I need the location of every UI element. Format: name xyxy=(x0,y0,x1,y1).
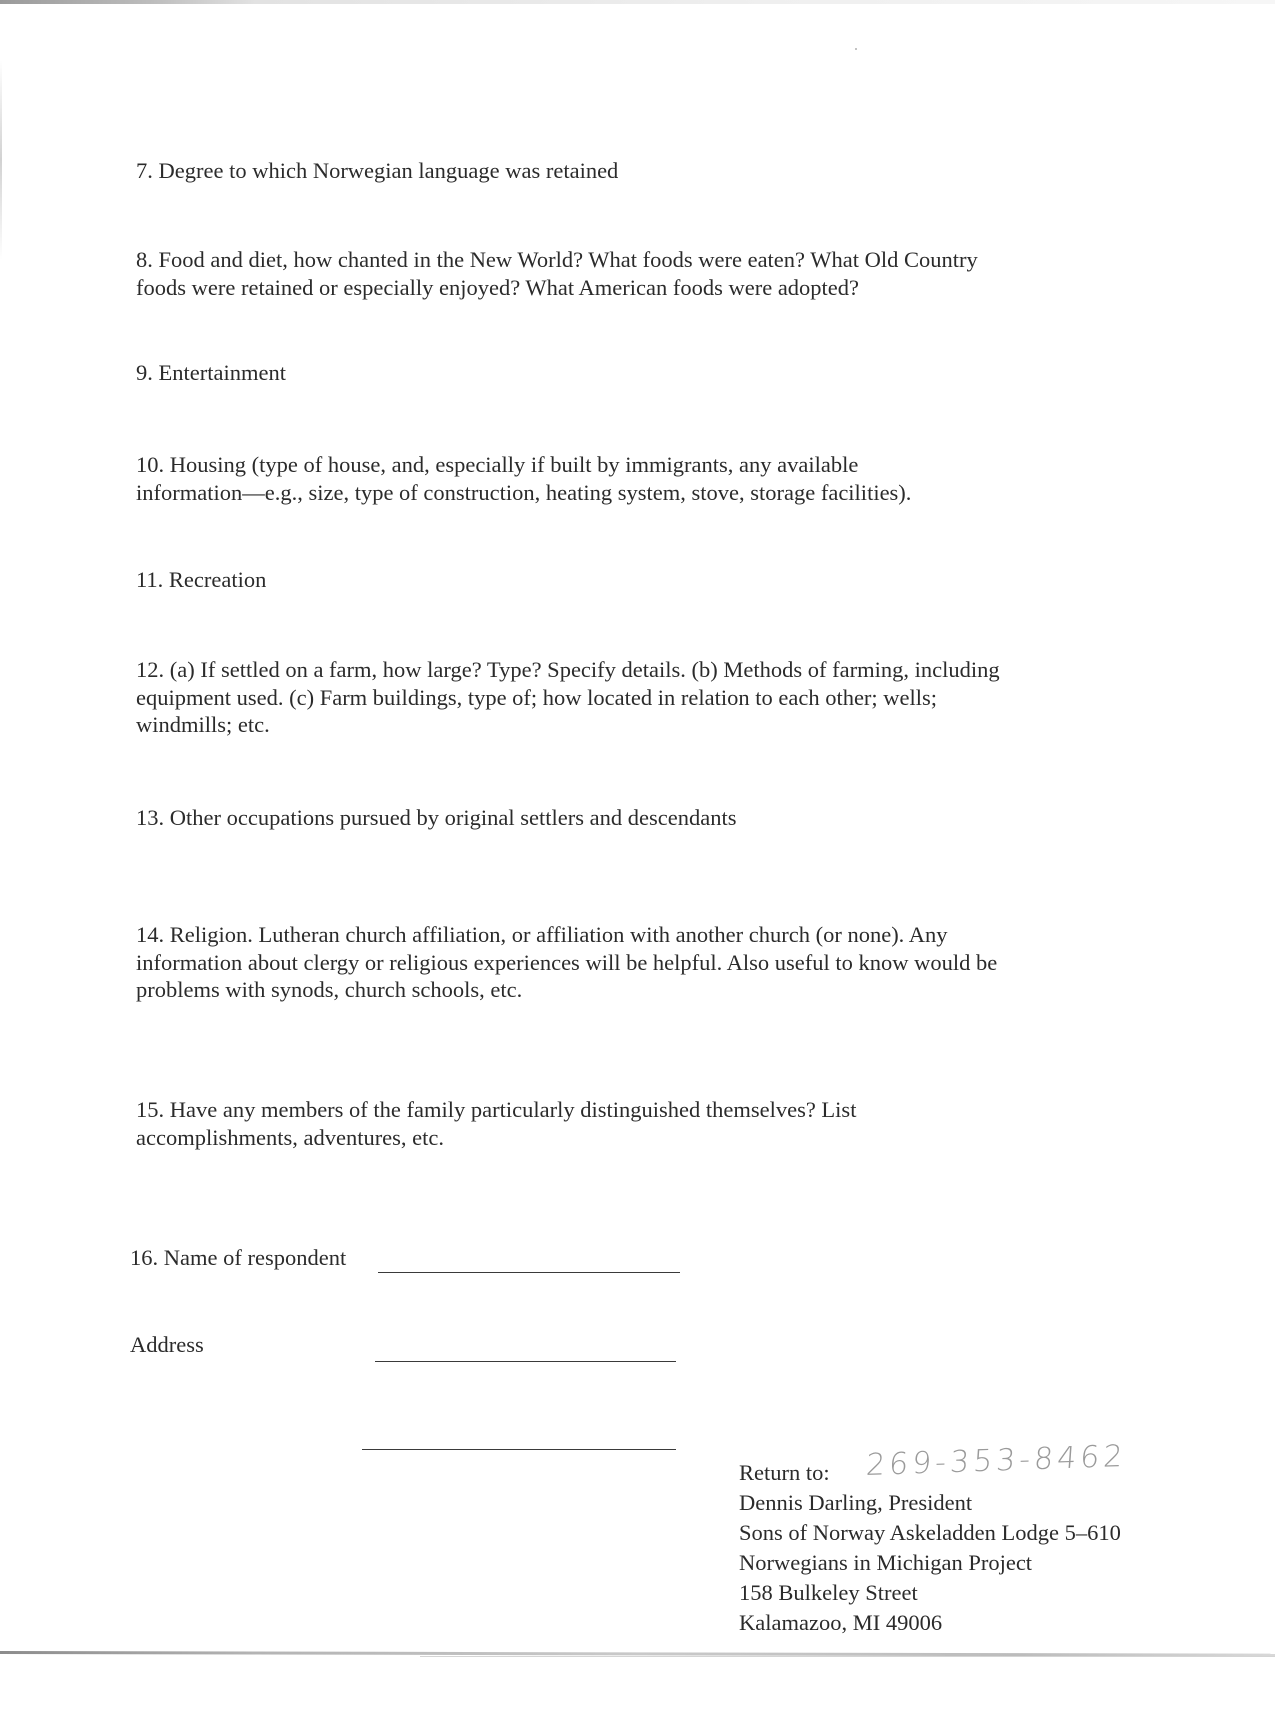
respondent-name-label: 16. Name of respondent xyxy=(130,1245,347,1270)
return-to-label: Return to: xyxy=(739,1460,830,1485)
return-address-line: Dennis Darling, President xyxy=(739,1490,973,1515)
question-text: equipment used. (c) Farm buildings, type of; how located in relation to each other; wells; xyxy=(136,684,938,710)
question-15 xyxy=(136,1096,856,1151)
return-address-line: Kalamazoo, MI 49006 xyxy=(739,1610,943,1635)
question-text: accomplishments, adventures, etc. xyxy=(136,1124,445,1150)
question-text: 12. (a) If settled on a farm, how large? Type? Specify details. (b) Methods of farming, including xyxy=(136,657,1000,682)
scan-edge-bottom-secondary xyxy=(420,1656,1275,1657)
question-10 xyxy=(136,451,911,506)
question-9 xyxy=(136,359,286,387)
question-text: windmills; etc. xyxy=(136,712,270,737)
question-11 xyxy=(136,566,266,594)
question-14 xyxy=(136,921,997,1004)
address-label: Address xyxy=(130,1332,204,1357)
address-field-line-1[interactable] xyxy=(375,1361,676,1362)
question-text: 10. Housing (type of house, and, especially if built by immigrants, any available xyxy=(136,452,859,477)
question-text: 8. Food and diet, how chanted in the New World? What foods were eaten? What Old Country xyxy=(136,247,978,272)
question-13 xyxy=(136,804,736,832)
question-text: information—e.g., size, type of construction, heating system, stove, storage facilities). xyxy=(136,479,912,505)
question-text: foods were retained or especially enjoyed? What American foods were adopted? xyxy=(136,274,860,300)
question-text: 7. Degree to which Norwegian language was retained xyxy=(136,158,619,183)
handwritten-phone-number: 269-353-8462 xyxy=(864,1438,1128,1484)
question-text: 13. Other occupations pursued by original settlers and descendants xyxy=(136,805,737,830)
question-8 xyxy=(136,246,978,301)
return-address-line: Norwegians in Michigan Project xyxy=(739,1550,1033,1575)
question-12 xyxy=(136,656,1000,739)
question-text: 15. Have any members of the family particularly distinguished themselves? List xyxy=(136,1097,857,1122)
address-field-line-2[interactable] xyxy=(362,1449,676,1450)
question-7 xyxy=(136,157,618,185)
question-text: problems with synods, church schools, etc. xyxy=(136,977,523,1002)
question-text: 14. Religion. Lutheran church affiliation, or affiliation with another church (or none). Any xyxy=(136,922,948,947)
scan-speck xyxy=(855,48,857,50)
return-address-line: Sons of Norway Askeladden Lodge 5–610 xyxy=(739,1520,1121,1545)
return-address-line: 158 Bulkeley Street xyxy=(739,1580,918,1605)
question-text: 11. Recreation xyxy=(136,567,267,592)
scan-edge-top xyxy=(0,0,1275,4)
scan-edge-left xyxy=(0,60,2,260)
return-address-block xyxy=(739,1458,1121,1638)
respondent-name-field[interactable] xyxy=(378,1272,680,1273)
question-text: information about clergy or religious experiences will be helpful. Also useful to know would be xyxy=(136,949,998,975)
question-text: 9. Entertainment xyxy=(136,360,286,385)
